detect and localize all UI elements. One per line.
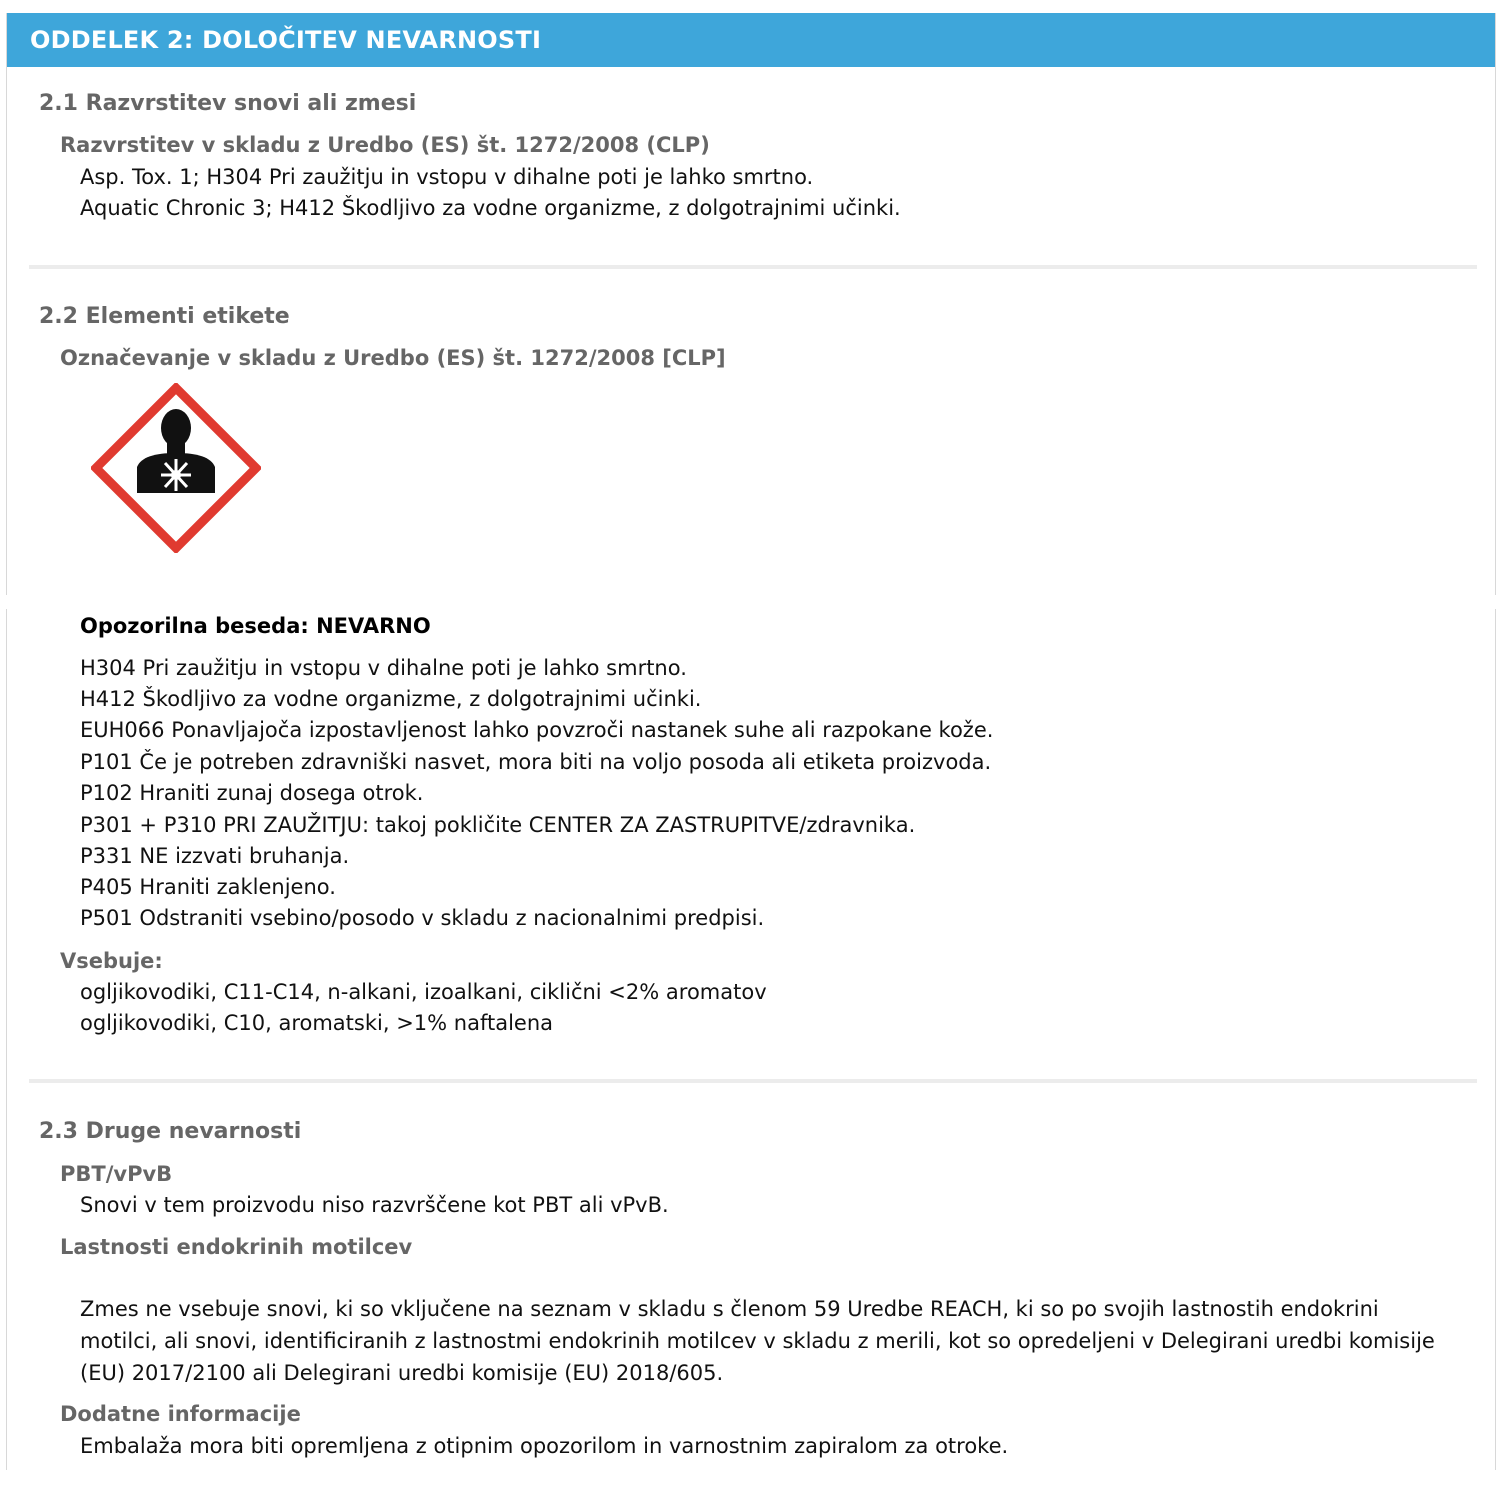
hazard-statement: H304 Pri zaužitju in vstopu v dihalne poti je lahko smrtno. [80,656,687,680]
heading-2-3: 2.3 Druge nevarnosti [39,1119,302,1144]
contains-label: Vsebuje: [60,949,163,973]
hazard-statement: EUH066 Ponavljajoča izpostavljenost lahko povzroči nastanek suhe ali razpokane kože. [80,718,994,742]
additional-info-text: Embalaža mora biti opremljena z otipnim opozorilom in varnostnim zapiralom za otroke. [80,1434,1009,1458]
subheading-clp-labelling: Označevanje v skladu z Uredbo (ES) št. 1272/2008 [CLP] [60,346,726,370]
section-header: ODDELEK 2: DOLOČITEV NEVARNOSTI [7,13,1495,67]
classification-line: Asp. Tox. 1; H304 Pri zaužitju in vstopu v dihalne poti je lahko smrtno. [80,165,814,189]
hazard-statement: H412 Škodljivo za vodne organizme, z dolgotrajnimi učinki. [80,687,702,711]
page-break [5,595,1496,609]
precautionary-statement: P101 Če je potreben zdravniški nasvet, mora biti na voljo posoda ali etiketa proizvoda. [80,750,992,774]
subheading-clp-classification: Razvrstitev v skladu z Uredbo (ES) št. 1272/2008 (CLP) [60,133,710,157]
precautionary-statement: P331 NE izzvati bruhanja. [80,844,350,868]
pbt-label: PBT/vPvB [60,1162,173,1186]
precautionary-statement: P501 Odstraniti vsebino/posodo v skladu z nacionalnimi predpisi. [80,906,765,930]
health-hazard-ghs08-icon [91,383,261,553]
endocrine-label: Lastnosti endokrinih motilcev [60,1235,413,1259]
heading-2-2: 2.2 Elementi etikete [39,304,290,329]
safety-data-sheet-section [6,13,1496,1470]
precautionary-statement: P405 Hraniti zaklenjeno. [80,875,336,899]
section-divider [29,265,1477,269]
precautionary-statement: P102 Hraniti zunaj dosega otrok. [80,781,424,805]
heading-2-1: 2.1 Razvrstitev snovi ali zmesi [39,91,417,116]
endocrine-text: Zmes ne vsebuje snovi, ki so vključene na seznam v skladu s členom 59 Uredbe REACH, ki so po svojih lastnostih endokrini motilci, ali snovi, identificiranih z lastnostmi endokrinih motilcev v skladu z merili, kot so opredeljeni v Delegirani uredbi komisije (EU) 2017/2100 ali Delegirani uredbi komisije (EU) 2018/605. [80,1297,1435,1385]
precautionary-statement: P301 + P310 PRI ZAUŽITJU: takoj pokličite CENTER ZA ZASTRUPITVE/zdravnika. [80,813,916,837]
contains-item: ogljikovodiki, C11-C14, n-alkani, izoalkani, ciklični <2% aromatov [80,980,767,1004]
contains-item: ogljikovodiki, C10, aromatski, >1% naftalena [80,1011,554,1035]
section-divider [29,1079,1477,1083]
pbt-text: Snovi v tem proizvodu niso razvrščene kot PBT ali vPvB. [80,1193,669,1217]
classification-line: Aquatic Chronic 3; H412 Škodljivo za vodne organizme, z dolgotrajnimi učinki. [80,196,901,220]
additional-info-label: Dodatne informacije [60,1402,301,1426]
signal-word: Opozorilna beseda: NEVARNO [80,614,431,638]
